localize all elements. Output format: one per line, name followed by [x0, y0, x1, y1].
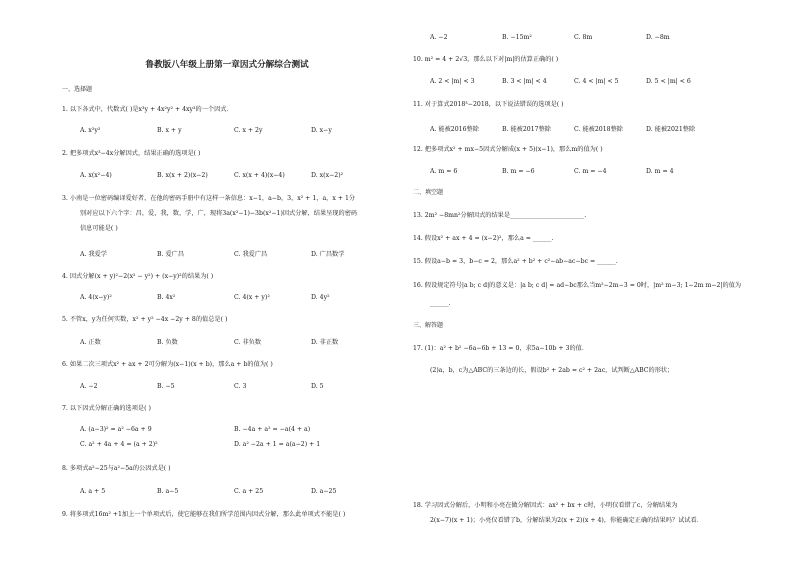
- q8-option-b: B. a−5: [157, 488, 179, 495]
- q7-option-c: C. a² + 4a + 4 = (a + 2)²: [80, 441, 158, 448]
- question-7-stem: 7. 以下因式分解正确的选项是( ): [62, 405, 151, 412]
- q3-option-c: C. 我爱广昌: [234, 251, 268, 258]
- question-5-stem: 5. 不管x，y为任何实数，x² + y² −4x −2y + 8的值总是( ): [62, 316, 228, 323]
- question-3-line2: 别对应以下六个字：昌，爱，我，数，学，广，现将3a(x²−1)−3b(x²−1)因式分解，结果呈现的密码: [80, 210, 358, 217]
- q9-option-d: D. −8m: [646, 34, 670, 41]
- q11-option-b: B. 能被2017整除: [502, 126, 551, 133]
- section-heading-solve: 三、解答题: [413, 322, 444, 329]
- question-6-stem: 6. 如果二次三项式x² + ax + 2可分解为(x−1)(x + b)，那么a + b的值为( ): [62, 361, 273, 368]
- q1-option-c: C. x + 2y: [234, 127, 263, 134]
- q10-option-c: C. 4 < |m| < 5: [574, 78, 619, 85]
- question-10-stem: 10. m² = 4 + 2√3，那么以下对|m|的估算正确的( ): [413, 56, 559, 63]
- q7-option-a: A. (a−3)² = a² −6a + 9: [80, 426, 152, 433]
- question-13: 13. 2m² −8mn²分解因式的结果是________________________.: [413, 212, 587, 219]
- question-9-stem: 9. 将多项式16m² +1加上一个单项式后，使它能够在我们所学范围内因式分解，那么此单项式不能是( ): [62, 511, 346, 518]
- question-2-stem: 2. 把多项式x³−4x分解因式，结果正确的选项是( ): [62, 150, 201, 157]
- q7-option-b: B. −4a + a² = −a(4 + a): [234, 426, 311, 433]
- q12-option-a: A. m = 6: [430, 168, 458, 175]
- q3-option-b: B. 爱广昌: [157, 251, 185, 258]
- q8-option-d: D. a−25: [311, 488, 337, 495]
- q3-option-a: A. 我爱学: [80, 251, 107, 258]
- q7-option-d: D. a² −2a + 1 = a(a−2) + 1: [234, 441, 321, 448]
- q10-option-a: A. 2 < |m| < 3: [430, 78, 475, 85]
- q1-option-d: D. x−y: [311, 127, 332, 134]
- question-14: 14. 假设x² + ax + 4 = (x−2)²，那么a = ______.: [413, 235, 554, 242]
- q3-option-d: D. 广昌数学: [311, 251, 345, 258]
- question-18-line1: 18. 学习因式分解后，小明和小亮在做分解因式：ax² + bx + c时，小明仅看错了c，分解结果为: [413, 502, 678, 509]
- q2-option-d: D. x(x−2)²: [311, 172, 344, 179]
- question-16-line2: ______.: [430, 300, 451, 307]
- q4-option-a: A. 4(x−y)²: [80, 294, 112, 301]
- section-heading-fill: 二、填空题: [413, 189, 444, 196]
- question-17-part1: 17. (1)：a² + b² −6a−6b + 13 = 0，求5a−10b + 3的值．: [413, 345, 589, 352]
- q5-option-a: A. 正数: [80, 339, 101, 346]
- question-17-part2: (2)a，b，c为△ABC的三条边的长，假设b² + 2ab = c² + 2ac，试判断△ABC的形状；: [430, 367, 674, 374]
- q5-option-d: D. 非正数: [311, 339, 339, 346]
- q6-option-b: B. −5: [157, 383, 175, 390]
- q6-option-c: C. 3: [234, 383, 247, 390]
- question-12-stem: 12. 把多项式x² + mx−5因式分解成(x + 5)(x−1)，那么m的值为( ): [413, 146, 603, 153]
- q4-option-b: B. 4x²: [157, 294, 176, 301]
- question-3-line1: 3. 小南是一位密码编译爱好者，在他的密码手册中有这样一条信息：x−1，a−b，3，x² + 1，a，x + 1分: [62, 195, 356, 202]
- q11-option-a: A. 能被2016整除: [430, 126, 479, 133]
- q6-option-a: A. −2: [80, 383, 98, 390]
- q12-option-c: C. m = −4: [574, 168, 607, 175]
- q2-option-b: B. x(x + 2)(x−2): [157, 172, 208, 179]
- question-18-line2: 2(x−7)(x + 1)；小亮仅看错了b，分解结果为2(x + 2)(x + 4)，你能确定正确的结果吗？试试看．: [430, 517, 703, 524]
- q9-option-a: A. −2: [430, 34, 448, 41]
- question-4-stem: 4. 因式分解(x + y)²−2(x² − y²) + (x−y)²的结果为( ): [62, 273, 214, 280]
- question-3-line3: 信息可能是( ): [80, 225, 118, 232]
- q2-option-c: C. x(x + 4)(x−4): [234, 172, 285, 179]
- question-8-stem: 8. 多项式a²−25与a²−5a的公因式是( ): [62, 465, 171, 472]
- q1-option-b: B. x + y: [157, 127, 182, 134]
- section-heading-choice: 一、选择题: [62, 86, 93, 93]
- q8-option-a: A. a + 5: [80, 488, 106, 495]
- question-1-stem: 1. 以下各式中，代数式( )是x³y + 4x²y² + 4xy³的一个因式．: [62, 106, 233, 113]
- q4-option-d: D. 4y²: [311, 294, 330, 301]
- q11-option-c: C. 能被2018整除: [574, 126, 623, 133]
- q11-option-d: D. 能被2021整除: [646, 126, 696, 133]
- q12-option-d: D. m = 4: [646, 168, 674, 175]
- q5-option-c: C. 非负数: [234, 339, 262, 346]
- q10-option-b: B. 3 < |m| < 4: [502, 78, 547, 85]
- q12-option-b: B. m = −6: [502, 168, 535, 175]
- q9-option-c: C. 8m: [574, 34, 593, 41]
- q8-option-c: C. a + 25: [234, 488, 264, 495]
- q6-option-d: D. 5: [311, 383, 324, 390]
- question-16-line1: 16. 假设规定符号|a b; c d|的意义是：|a b; c d| = ad−bc那么当m²−2m−3 = 0时，|m² m−3; 1−2m m−2|的值为: [413, 282, 742, 289]
- page-title: 鲁教版八年级上册第一章因式分解综合测试: [145, 60, 309, 70]
- q4-option-c: C. 4(x + y)²: [234, 294, 270, 301]
- question-11-stem: 11. 对于算式2018³−2018，以下说法错误的选项是( ): [413, 101, 564, 108]
- q2-option-a: A. x(x²−4): [80, 172, 112, 179]
- q5-option-b: B. 负数: [157, 339, 178, 346]
- question-15: 15. 假设a−b = 3，b−c = 2，那么a² + b² + c²−ab−ac−bc = ______.: [413, 258, 618, 265]
- q9-option-b: B. −15m²: [502, 34, 532, 41]
- q10-option-d: D. 5 < |m| < 6: [646, 78, 691, 85]
- q1-option-a: A. x²y²: [80, 127, 101, 134]
